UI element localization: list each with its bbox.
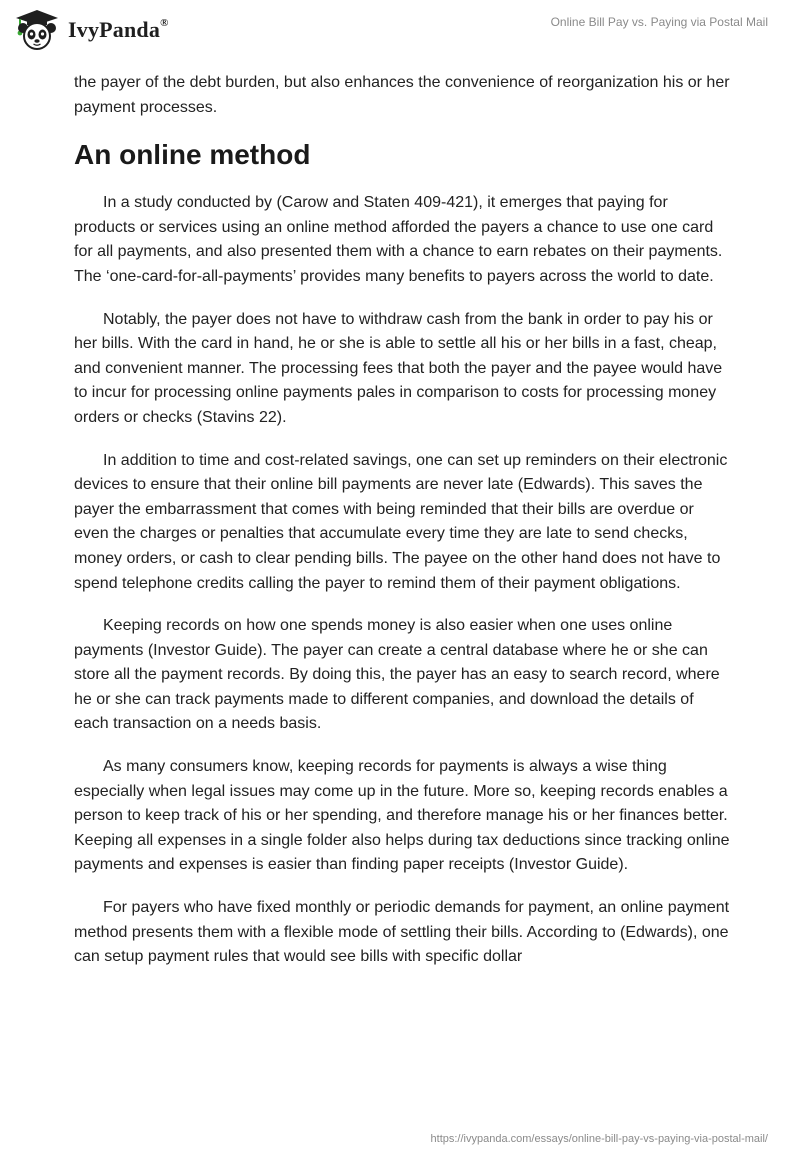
- paragraph: In a study conducted by (Carow and Staten 409-421), it emerges that paying for products or services using an online method afforded the payers a chance to use one card for all payments, and also presented them with a chance to earn rebates on their payments. The ‘one-card-for-all-payments’ provides many benefits to payers across the world to date.: [74, 194, 723, 285]
- document-title: Online Bill Pay vs. Paying via Postal Mail: [550, 15, 768, 29]
- logo-text: IvyPanda®: [68, 16, 169, 42]
- page-header: [0, 0, 800, 60]
- panda-mascot-icon: [14, 9, 60, 51]
- section-heading: An online method: [74, 139, 311, 171]
- paragraph: In addition to time and cost-related savings, one can set up reminders on their electronic devices to ensure that their online bill payments are never late (Edwards). This saves the payer the embarrassment that comes with being reminded that their bills are overdue or even the charges or penalties that accumulate every time they are late to send checks, money orders, or cash to clear pending bills. The payee on the other hand does not have to spend telephone credits calling the payer to remind them of their payment obligations.: [74, 451, 728, 592]
- paragraph-intro-continuation: the payer of the debt burden, but also enhances the convenience of reorganization his or her payment processes.: [74, 74, 730, 116]
- paragraph: For payers who have fixed monthly or periodic demands for payment, an online payment method presents them with a flexible mode of settling their bills. According to (Edwards), one can setup payment rules that would see bills with specific dollar: [74, 899, 730, 966]
- paragraph: Notably, the payer does not have to withdraw cash from the bank in order to pay his or her bills. With the card in hand, he or she is able to settle all his or her bills in a fast, cheap, and convenient manner. The processing fees that both the payer and the payee would have to incur for processing online payments pales in comparison to costs for processing money orders or checks (Stavins 22).: [74, 310, 723, 426]
- paragraph: As many consumers know, keeping records for payments is always a wise thing especially when legal issues may come up in the future. More so, keeping records enables a person to keep track of his or her spending, and therefore manage his or her finances better. Keeping all expenses in a single folder also helps during tax deductions since tracking online payments and expenses is easier than finding paper receipts (Investor Guide).: [74, 758, 730, 874]
- source-url[interactable]: https://ivypanda.com/essays/online-bill-pay-vs-paying-via-postal-mail/: [430, 1133, 768, 1145]
- paragraph: Keeping records on how one spends money is also easier when one uses online payments (Investor Guide). The payer can create a central database where he or she can store all the payment records. By doing this, the payer has an easy to search record, where he or she can track payments made to different companies, and download the details of each transaction on a needs basis.: [74, 617, 720, 733]
- ivypanda-logo[interactable]: [14, 9, 169, 51]
- essay-content: [74, 71, 730, 988]
